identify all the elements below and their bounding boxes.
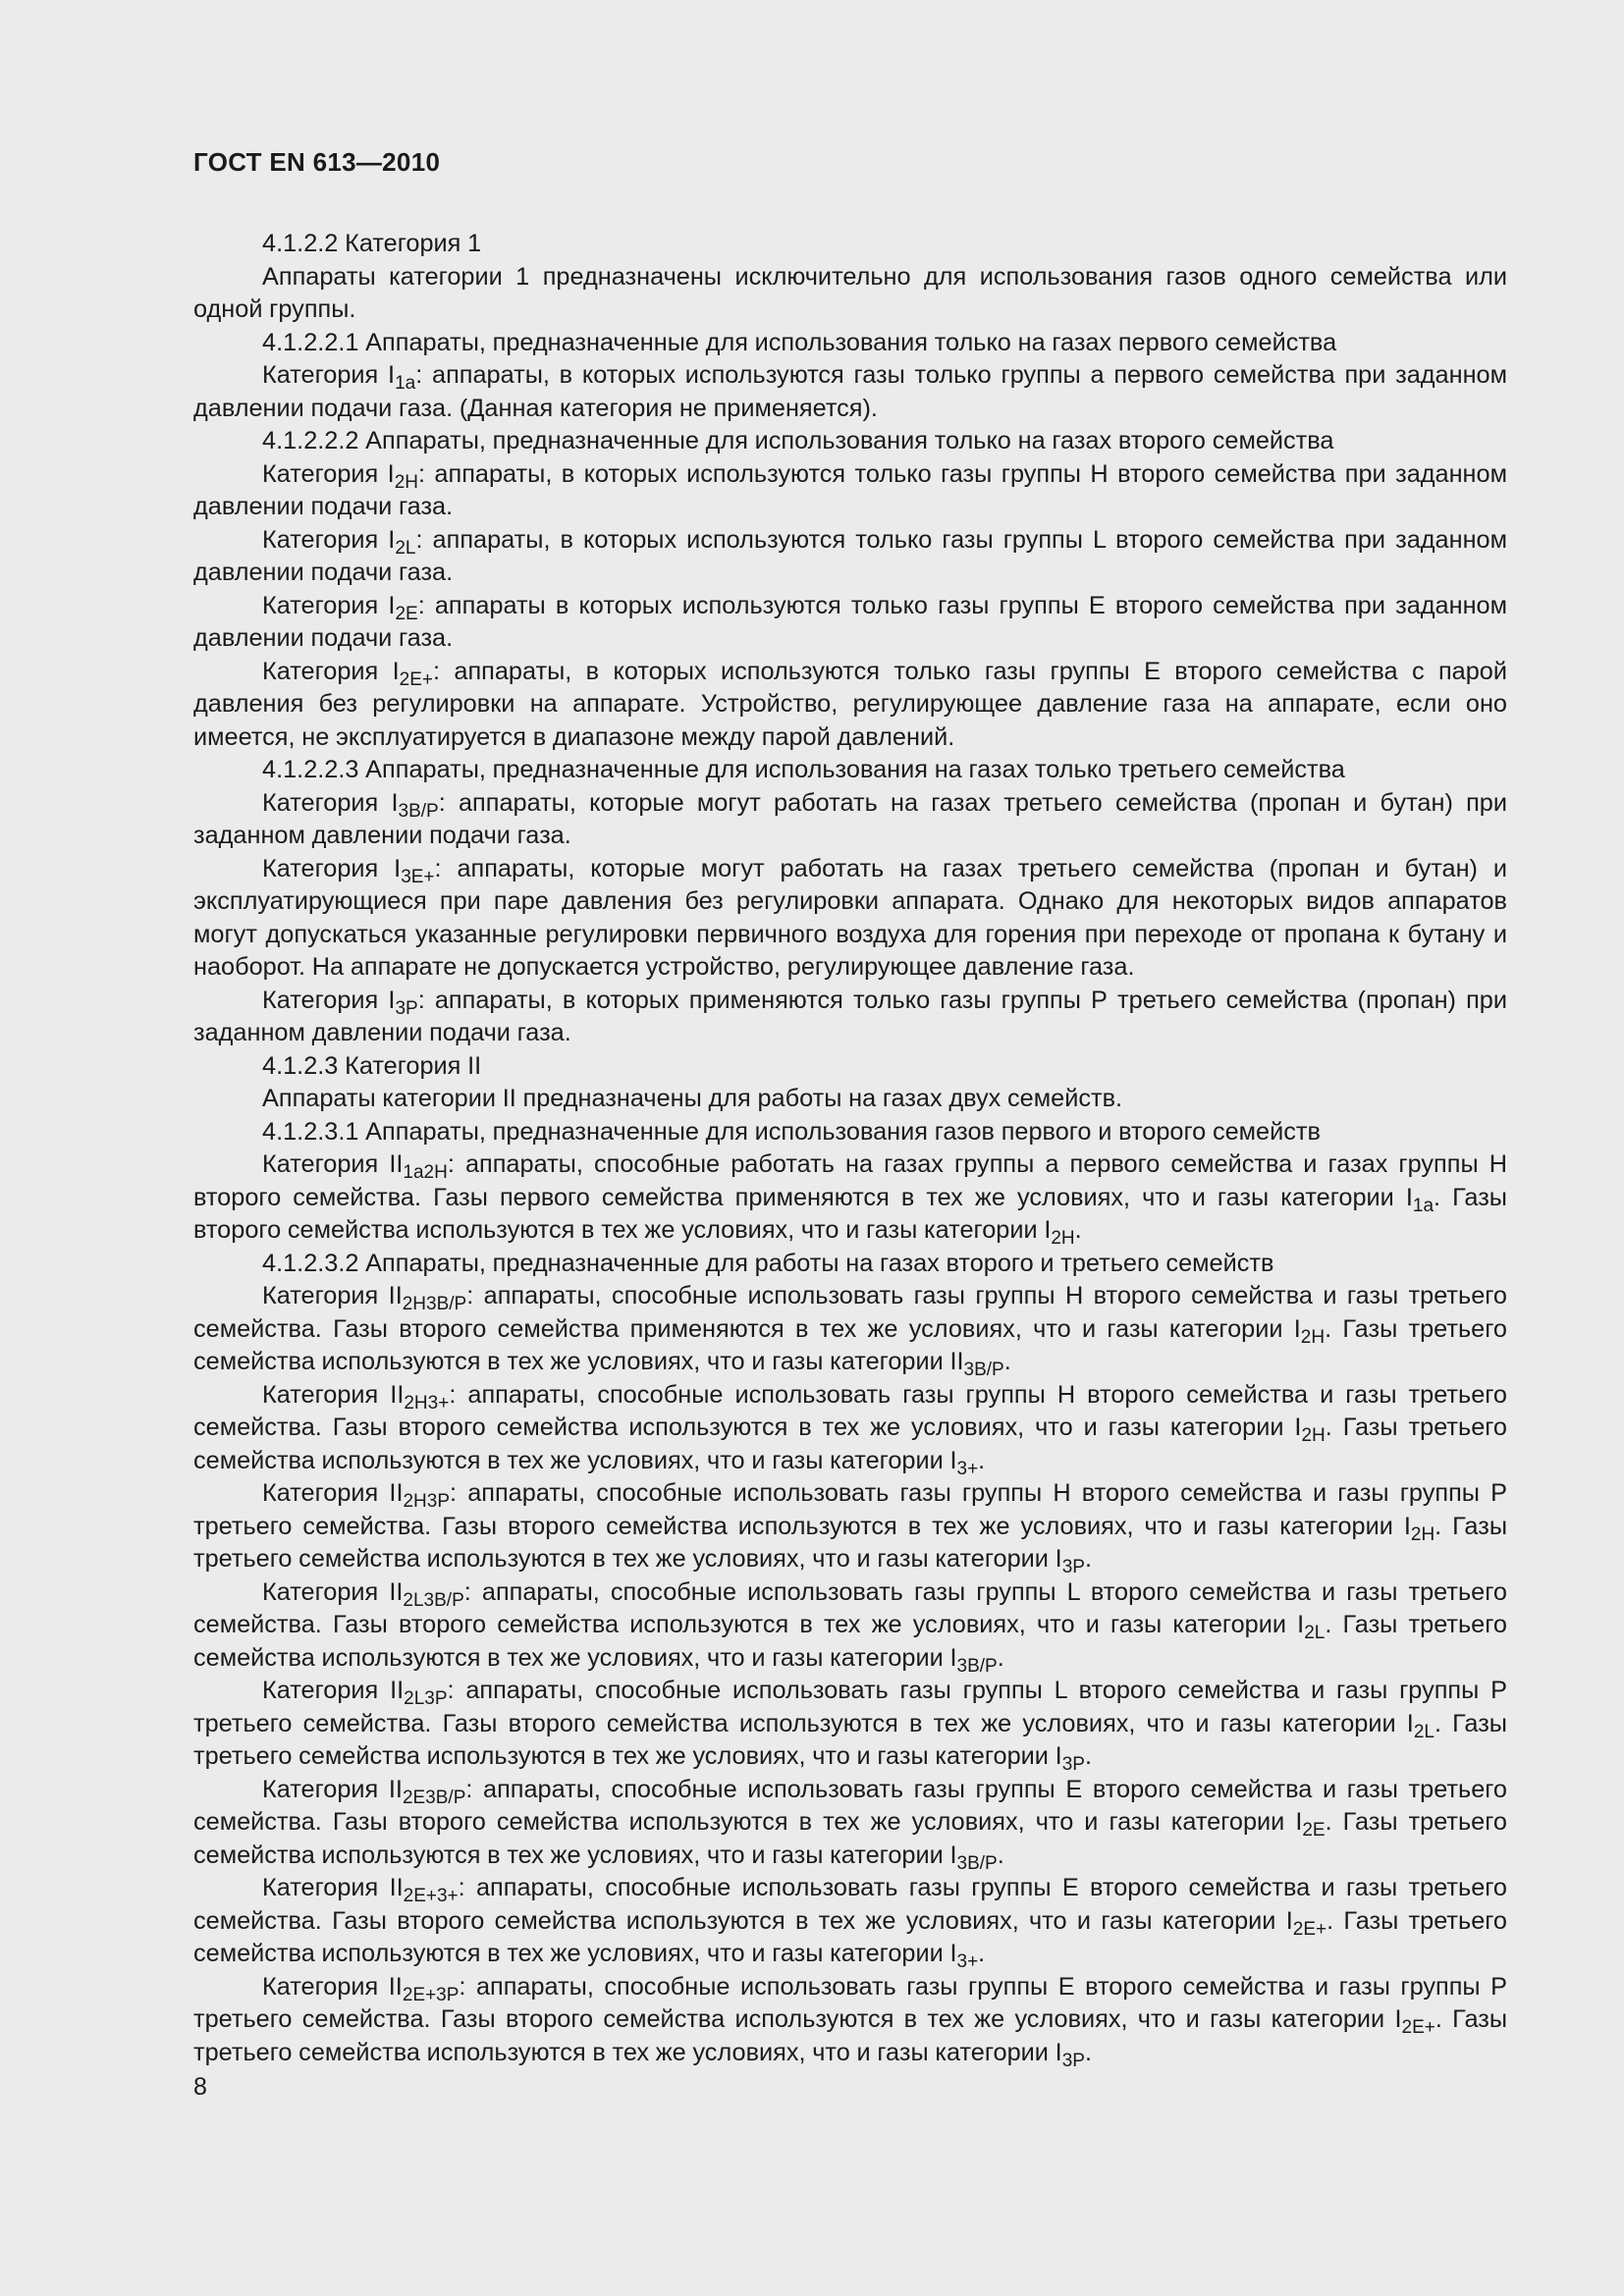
text-run: . xyxy=(978,1446,986,1474)
paragraph xyxy=(193,1280,1507,1379)
text-run: : аппараты, способные использовать газы группы Е второго семейства и газы группы Р третьего семейства. Газы второго семейства используются в тех же условиях, что и газы категории I xyxy=(193,1972,1507,2033)
subscript: 2E+3+ xyxy=(403,1886,459,1906)
subscript: 3B/P xyxy=(956,1655,998,1677)
text-run: : аппараты в которых используются только газы группы Е второго семейства при заданном давлении подачи газа. xyxy=(193,591,1508,652)
paragraph xyxy=(193,1576,1507,1676)
text-run: . xyxy=(997,1841,1004,1869)
paragraph xyxy=(193,524,1507,590)
subscript: 2L3B/P xyxy=(403,1589,464,1611)
text-run: Категория II xyxy=(262,1972,403,2001)
paragraph xyxy=(193,1050,1507,1084)
subscript: 3B/P xyxy=(956,1852,998,1874)
text-run: . Газы третьего семейства используются в тех же условиях, что и газы категории I xyxy=(193,1709,1507,1770)
text-run: Категория II xyxy=(262,1479,404,1507)
text-run: . xyxy=(997,1643,1004,1672)
text-run: . Газы третьего семейства используются в тех же условиях, что и газы категории I xyxy=(193,1414,1507,1474)
text-run: . Газы второго семейства используются в тех же условиях, что и газы категории I xyxy=(193,1183,1507,1244)
text-run: : аппараты, способные использовать газы группы Н второго семейства и газы группы Р третьего семейства. Газы второго семейства используются в тех же условиях, что и газы категории I xyxy=(193,1479,1507,1540)
subscript: 1a xyxy=(1412,1195,1435,1216)
text-run: Категория II xyxy=(262,1282,403,1309)
paragraph xyxy=(193,327,1507,360)
paragraph xyxy=(193,1379,1507,1478)
subscript: 2L3P xyxy=(404,1688,448,1709)
subscript: 3P xyxy=(1061,1754,1085,1775)
paragraph xyxy=(193,458,1507,524)
subscript: 1a2H xyxy=(403,1162,448,1183)
subscript: 3+ xyxy=(956,1458,979,1479)
subscript: 2L xyxy=(1413,1721,1435,1742)
subscript: 2H3+ xyxy=(404,1392,450,1414)
text-run: Категория I xyxy=(262,361,396,389)
subscript: 2H xyxy=(1051,1228,1075,1249)
subscript: 2E+ xyxy=(399,668,433,690)
subscript: 2H xyxy=(1410,1523,1435,1545)
text-run: : аппараты, в которых применяются только газы группы Р третьего семейства (пропан) при заданном давлении подачи газа. xyxy=(193,986,1508,1046)
paragraph xyxy=(193,985,1507,1050)
subscript: 3P xyxy=(1061,1557,1085,1577)
text-run: . xyxy=(1084,2038,1092,2066)
paragraph xyxy=(193,359,1507,425)
paragraph xyxy=(193,228,1507,261)
text-run: : аппараты, которые могут работать на газах третьего семейства (пропан и бутан) и эксплуатирующиеся при паре давления без регулировки аппарата. Однако для некоторых видов аппаратов могут допускаться указанные регулировки первичного воздуха для горения при переходе от пропана к бутану и наоборот. На аппарате не допускается устройство, регулирующее давление газа. xyxy=(193,854,1507,981)
text-run: . Газы третьего семейства используются в тех же условиях, что и газы категории I xyxy=(193,2005,1508,2066)
text-run: . Газы третьего семейства используются в тех же условиях, что и газы категории I xyxy=(193,1808,1507,1869)
paragraph xyxy=(193,1477,1507,1576)
text-run: 4.1.2.2 Категория 1 xyxy=(262,230,482,257)
text-run: Категория II xyxy=(262,1775,403,1803)
text-run: 4.1.2.2.2 Аппараты, предназначенные для использования только на газах второго семейства xyxy=(262,427,1334,454)
subscript: 2E3B/P xyxy=(402,1787,466,1808)
text-run: : аппараты, в которых используются газы только группы а первого семейства при заданном давлении подачи газа. (Данная категория не применяется). xyxy=(193,361,1508,422)
text-run: . Газы третьего семейства используются в тех же условиях, что и газы категории I xyxy=(193,1611,1507,1672)
document-body xyxy=(193,228,1507,2069)
text-run: . Газы третьего семейства используются в тех же условиях, что и газы категории II xyxy=(193,1314,1507,1375)
text-run: 4.1.2.3.2 Аппараты, предназначенные для работы на газах второго и третьего семейств xyxy=(262,1249,1274,1277)
subscript: 2H xyxy=(1301,1425,1326,1446)
text-run: Категория II xyxy=(262,1874,404,1901)
subscript: 2E+ xyxy=(1401,2017,1435,2038)
text-run: Категория II xyxy=(262,1677,405,1704)
text-run: Категория I xyxy=(262,657,400,685)
text-run: : аппараты, способные использовать газы группы Н второго семейства и газы третьего семейства. Газы второго семейства применяются в тех же условиях, что и газы категории I xyxy=(193,1282,1508,1343)
subscript: 2E xyxy=(395,603,418,624)
text-run: : аппараты, способные использовать газы группы Н второго семейства и газы третьего семейства. Газы второго семейства используются в тех же условиях, что и газы категории I xyxy=(193,1380,1508,1441)
subscript: 1a xyxy=(395,373,416,394)
subscript: 3P xyxy=(395,997,418,1019)
subscript: 2H3B/P xyxy=(402,1294,467,1314)
text-run: : аппараты, в которых используются только газы группы Н второго семейства при заданном давлении подачи газа. xyxy=(193,459,1507,520)
paragraph xyxy=(193,261,1507,327)
text-run: . xyxy=(1003,1348,1011,1375)
text-run: : аппараты, способные использовать газы группы Е второго семейства и газы третьего семейства. Газы второго семейства используются в тех же условиях, что и газы категории I xyxy=(193,1874,1508,1935)
text-run: . xyxy=(1084,1545,1092,1573)
text-run: 4.1.2.2.3 Аппараты, предназначенные для использования на газах только третьего семейства xyxy=(262,756,1345,783)
subscript: 2E xyxy=(1302,1820,1326,1841)
subscript: 3B/P xyxy=(963,1360,1004,1380)
paragraph xyxy=(193,656,1507,755)
text-run: 4.1.2.3 Категория II xyxy=(262,1051,482,1080)
text-run: Категория II xyxy=(262,1577,404,1606)
text-run: . xyxy=(978,1940,986,1967)
paragraph xyxy=(193,1675,1507,1774)
text-run: Категория I xyxy=(262,986,396,1014)
text-run: . Газы третьего семейства используются в тех же условиях, что и газы категории I xyxy=(193,1906,1508,1967)
text-run: Категория I xyxy=(262,525,396,554)
paragraph xyxy=(193,1971,1507,2070)
subscript: 2E+ xyxy=(1292,1918,1327,1940)
text-run: : аппараты, способные использовать газы группы L второго семейства и газы третьего семейства. Газы второго семейства используются в тех же условиях, что и газы категории I xyxy=(193,1577,1507,1638)
paragraph xyxy=(193,1116,1507,1149)
subscript: 2H xyxy=(1300,1326,1326,1348)
subscript: 2L xyxy=(1304,1623,1326,1643)
subscript: 3+ xyxy=(956,1951,979,1972)
subscript: 3B/P xyxy=(398,800,439,822)
text-run: . Газы третьего семейства используются в тех же условиях, что и газы категории I xyxy=(193,1512,1508,1573)
paragraph xyxy=(193,1248,1507,1281)
text-run: 4.1.2.3.1 Аппараты, предназначенные для использования газов первого и второго семейств xyxy=(262,1117,1321,1146)
paragraph xyxy=(193,1774,1507,1873)
text-run: : аппараты, в которых используются только газы группы Е второго семейства с парой давления без регулировки на аппарате. Устройство, регулирующее давление газа на аппарате, если оно имеется, не эксплуатируется в диапазоне между парой давлений. xyxy=(193,657,1507,751)
text-run: Категория I xyxy=(262,459,395,488)
text-run: Категория II xyxy=(262,1380,405,1409)
text-run: Категория I xyxy=(262,788,399,817)
text-run: : аппараты, способные использовать газы группы L второго семейства и газы группы Р третьего семейства. Газы второго семейства используются в тех же условиях, что и газы категории I xyxy=(193,1677,1507,1737)
text-run: : аппараты, в которых используются только газы группы L второго семейства при заданном давлении подачи газа. xyxy=(193,525,1507,586)
paragraph xyxy=(193,425,1507,458)
subscript: 2E+3P xyxy=(402,1984,460,2005)
text-run: 4.1.2.2.1 Аппараты, предназначенные для использования только на газах первого семейства xyxy=(262,328,1337,356)
paragraph xyxy=(193,853,1507,985)
paragraph xyxy=(193,754,1507,787)
subscript: 2H3P xyxy=(403,1491,451,1512)
subscript: 3P xyxy=(1061,2050,1085,2071)
text-run: : аппараты, способные работать на газах группы а первого семейства и газах группы Н второго семейства. Газы первого семейства применяются в тех же условиях, что и газы категории I xyxy=(193,1150,1507,1211)
paragraph xyxy=(193,1083,1507,1116)
text-run: : аппараты, которые могут работать на газах третьего семейства (пропан и бутан) при заданном давлении подачи газа. xyxy=(193,788,1507,849)
page-number: 8 xyxy=(193,2073,207,2101)
text-run: Категория II xyxy=(262,1150,404,1178)
paragraph xyxy=(193,787,1507,853)
text-run: . xyxy=(1074,1216,1082,1244)
text-run: . xyxy=(1084,1742,1092,1770)
subscript: 3E+ xyxy=(401,866,435,887)
text-run: Категория I xyxy=(262,591,396,619)
text-run: Категория I xyxy=(262,854,402,882)
paragraph xyxy=(193,1872,1507,1971)
paragraph xyxy=(193,1148,1507,1248)
text-run: : аппараты, способные использовать газы группы Е второго семейства и газы третьего семейства. Газы второго семейства используются в тех же условиях, что и газы категории I xyxy=(193,1775,1508,1836)
text-run: Аппараты категории 1 предназначены исключительно для использования газов одного семейства или одной группы. xyxy=(193,262,1507,323)
document-header: ГОСТ EN 613—2010 xyxy=(193,147,441,177)
subscript: 2H xyxy=(394,471,418,493)
subscript: 2L xyxy=(395,537,416,559)
paragraph xyxy=(193,590,1507,656)
text-run: Аппараты категории II предназначены для работы на газах двух семейств. xyxy=(262,1085,1123,1112)
